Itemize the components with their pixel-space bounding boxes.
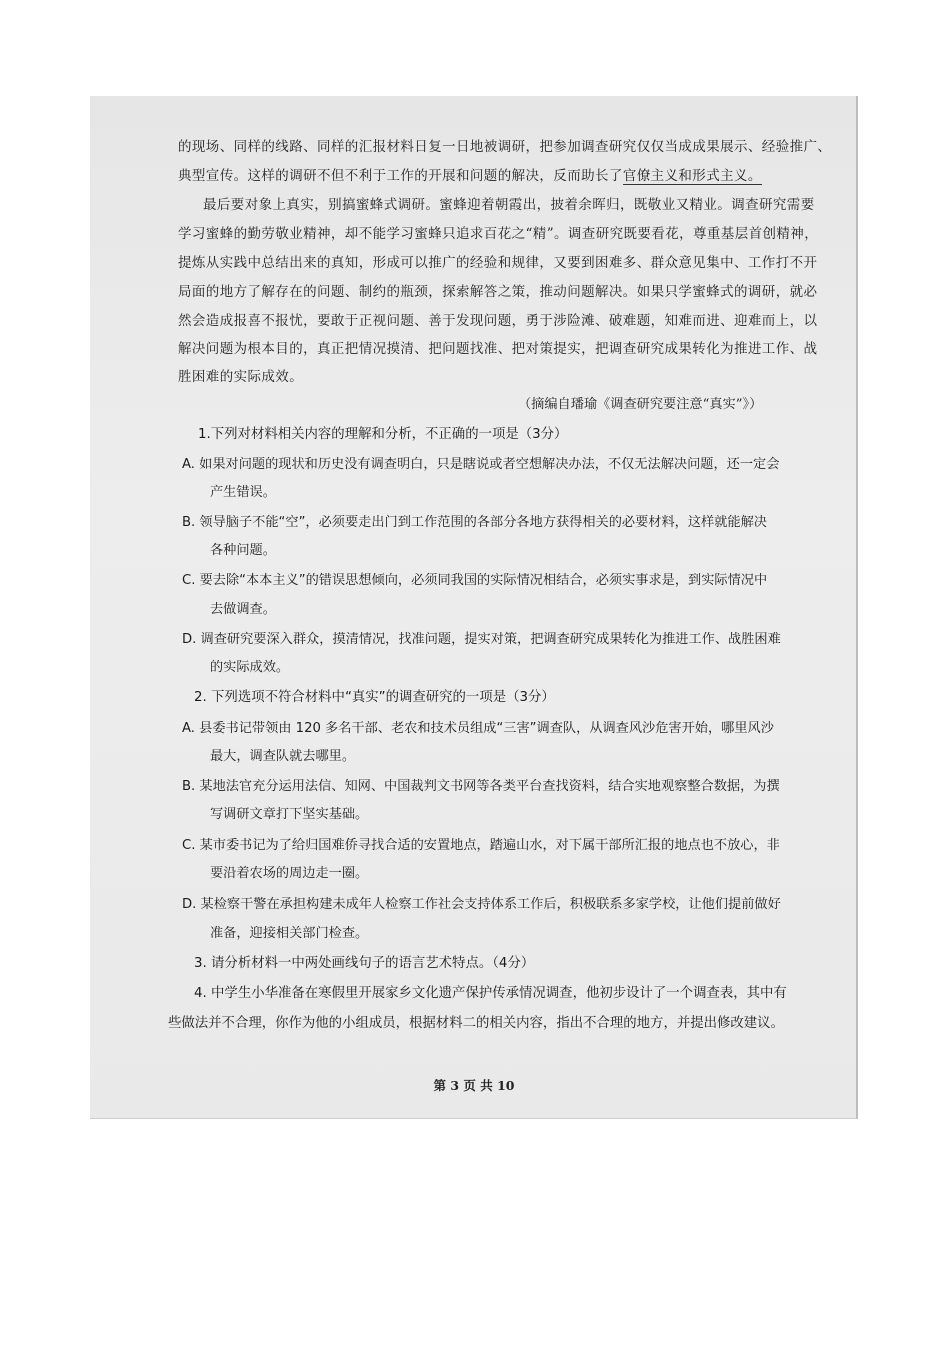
- scanned-page: [90, 96, 858, 1119]
- passage-line: 最后要对象上真实，别搞蜜蜂式调研。蜜蜂迎着朝霞出，披着余晖归，既敬业又精业。调查研究需要: [203, 197, 815, 213]
- q2-option-d-cont: 准备，迎接相关部门检查。: [210, 926, 369, 941]
- passage-line: 胜困难的实际成效。: [178, 369, 304, 385]
- q2-option-c: C. 某市委书记为了给归国难侨寻找合适的安置地点，踏遍山水，对下属干部所汇报的地点也不放心，非: [182, 838, 780, 853]
- q1-option-c-cont: 去做调查。: [210, 602, 276, 617]
- passage-line: 学习蜜蜂的勤劳敬业精神，却不能学习蜜蜂只追求百花之“精”。调查研究既要看花，尊重基层首创精神，: [178, 226, 819, 242]
- question-4-stem-cont: 些做法并不合理，你作为他的小组成员，根据材料二的相关内容，指出不合理的地方，并提出修改建议。: [168, 1016, 784, 1031]
- passage-text: 典型宣传。这样的调研不但不利于工作的开展和问题的解决，反而助长了: [178, 168, 623, 184]
- q2-option-b: B. 某地法官充分运用法信、知网、中国裁判文书网等各类平台查找资料，结合实地观察整合数据，为撰: [182, 779, 780, 794]
- q2-option-d: D. 某检察干警在承担构建未成年人检察工作社会支持体系工作后，积极联系多家学校，让他们提前做好: [182, 897, 781, 912]
- q1-option-a: A. 如果对问题的现状和历史没有调查明白，只是瞎说或者空想解决办法，不仅无法解决问题，还一定会: [182, 457, 780, 472]
- passage-line: 局面的地方了解存在的问题、制约的瓶颈，探索解答之策，推动问题解决。如果只学蜜蜂式的调研，就必: [178, 284, 818, 300]
- q1-option-d-cont: 的实际成效。: [210, 660, 290, 675]
- q1-option-d: D. 调查研究要深入群众，摸清情况，找准问题，提实对策，把调查研究成果转化为推进工作、战胜困难: [182, 632, 781, 647]
- passage-source: （摘编自璠瑜《调查研究要注意“真实”》）: [518, 397, 763, 412]
- question-1-stem: 1.下列对材料相关内容的理解和分析，不正确的一项是（3分）: [198, 427, 568, 442]
- q2-option-c-cont: 要沿着农场的周边走一圈。: [210, 866, 369, 881]
- passage-line: 然会造成报喜不报忧，要敢于正视问题、善于发现问题，勇于涉险滩、破难题，知难而进、迎难而上，以: [178, 313, 818, 329]
- q1-option-b: B. 领导脑子不能“空”，必须要走出门到工作范围的各部分各地方获得相关的必要材料，这样就能解决: [182, 515, 767, 530]
- q1-option-b-cont: 各种问题。: [210, 543, 276, 558]
- question-3-stem: 3. 请分析材料一中两处画线句子的语言艺术特点。（4分）: [194, 956, 535, 971]
- question-4-stem: 4. 中学生小华准备在寒假里开展家乡文化遗产保护传承情况调查，他初步设计了一个调查表，其中有: [194, 986, 787, 1001]
- q1-option-c: C. 要去除“本本主义”的错误思想倾向，必须同我国的实际情况相结合，必须实事求是，到实际情况中: [182, 573, 768, 588]
- q1-option-a-cont: 产生错误。: [210, 485, 276, 500]
- question-2-stem: 2. 下列选项不符合材料中“真实”的调查研究的一项是（3分）: [194, 690, 555, 705]
- passage-line: 解决问题为根本目的，真正把情况摸清、把问题找准、把对策提实，把调查研究成果转化为推进工作、战: [178, 341, 818, 357]
- q2-option-a-cont: 最大，调查队就去哪里。: [210, 749, 356, 764]
- underlined-sentence: 官僚主义和形式主义。: [622, 168, 762, 184]
- passage-line: 提炼从实践中总结出来的真知，形成可以推广的经验和规律，又要到困难多、群众意见集中、工作打不开: [178, 255, 818, 271]
- q2-option-b-cont: 写调研文章打下坚实基础。: [210, 807, 369, 822]
- q2-option-a: A. 县委书记带领由 120 多名干部、老农和技术员组成“三害”调查队，从调查风沙危害开始，哪里风沙: [182, 721, 774, 736]
- passage-line: [178, 167, 762, 185]
- passage-line: 的现场、同样的线路、同样的汇报材料日复一日地被调研，把参加调查研究仅仅当成成果展示、经验推广、: [178, 139, 832, 155]
- page-footer: 第 3 页 共 10: [433, 1078, 515, 1093]
